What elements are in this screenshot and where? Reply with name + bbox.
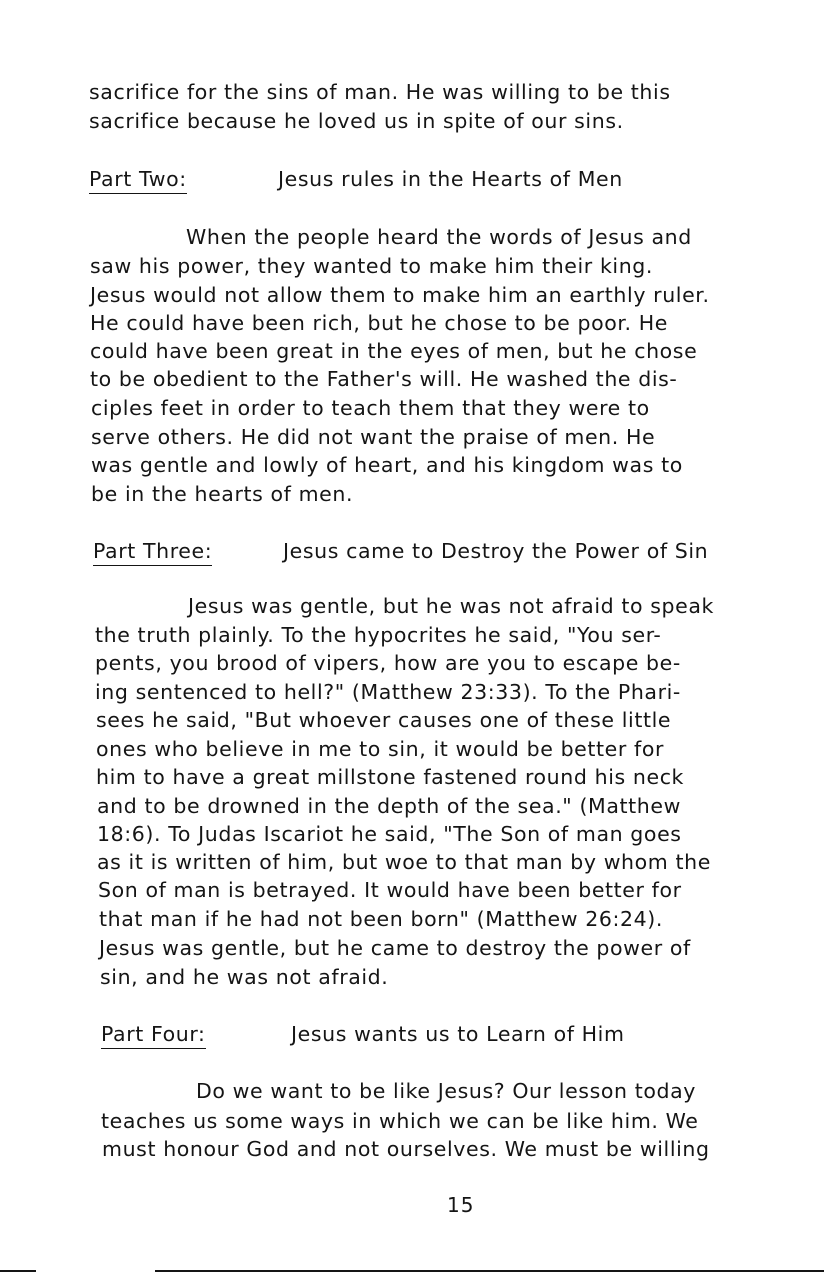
part-two-line-1: When the people heard the words of Jesus and	[186, 225, 692, 249]
part-two-line-7: ciples feet in order to teach them that they were to	[91, 396, 650, 420]
part-three-line-12: that man if he had not been born" (Matthew 26:24).	[99, 907, 664, 931]
part-two-line-5: could have been great in the eyes of men, but he chose	[90, 339, 698, 363]
part-two-line-2: saw his power, they wanted to make him their king.	[90, 254, 654, 278]
part-three-line-10: as it is written of him, but woe to that man by whom the	[97, 850, 711, 874]
part-three-line-6: ones who believe in me to sin, it would be better for	[96, 737, 665, 761]
part-two-line-8: serve others. He did not want the praise of men. He	[91, 425, 656, 449]
part-three-line-7: him to have a great millstone fastened round his neck	[96, 765, 685, 789]
part-two-line-10: be in the hearts of men.	[91, 482, 354, 506]
page-number: 15	[447, 1193, 475, 1217]
part-three-line-11: Son of man is betrayed. It would have been better for	[98, 878, 682, 902]
part-two-title: Jesus rules in the Hearts of Men	[278, 167, 623, 191]
bottom-rule-right	[155, 1270, 824, 1272]
part-four-title: Jesus wants us to Learn of Him	[291, 1022, 625, 1046]
intro-line-2: sacrifice because he loved us in spite of our sins.	[89, 109, 624, 133]
part-three-line-14: sin, and he was not afraid.	[100, 965, 389, 989]
part-three-line-5: sees he said, "But whoever causes one of these little	[96, 708, 672, 732]
part-two-line-3: Jesus would not allow them to make him an earthly ruler.	[90, 283, 710, 307]
part-four-line-2: teaches us some ways in which we can be like him. We	[101, 1109, 699, 1133]
intro-line-1: sacrifice for the sins of man. He was willing to be this	[89, 80, 671, 104]
part-four-heading	[101, 1021, 625, 1049]
bottom-rule-left	[0, 1270, 36, 1272]
part-three-heading	[93, 538, 709, 566]
part-two-line-9: was gentle and lowly of heart, and his kingdom was to	[91, 453, 683, 477]
part-three-line-8: and to be drowned in the depth of the sea." (Matthew	[97, 794, 681, 818]
part-four-line-3: must honour God and not ourselves. We must be willing	[102, 1137, 710, 1161]
part-three-title: Jesus came to Destroy the Power of Sin	[283, 539, 709, 563]
part-four-label: Part Four:	[101, 1021, 206, 1049]
part-three-line-2: the truth plainly. To the hypocrites he said, "You ser-	[95, 623, 662, 647]
part-two-line-4: He could have been rich, but he chose to be poor. He	[90, 311, 668, 335]
part-three-line-9: 18:6). To Judas Iscariot he said, "The Son of man goes	[97, 822, 682, 846]
part-three-line-3: pents, you brood of vipers, how are you to escape be-	[95, 651, 681, 675]
part-two-heading	[89, 166, 623, 194]
part-two-line-6: to be obedient to the Father's will. He washed the dis-	[90, 367, 678, 391]
part-three-line-4: ing sentenced to hell?" (Matthew 23:33). To the Phari-	[95, 680, 681, 704]
part-three-line-13: Jesus was gentle, but he came to destroy the power of	[99, 936, 691, 960]
part-three-line-1: Jesus was gentle, but he was not afraid to speak	[188, 594, 714, 618]
part-four-line-1: Do we want to be like Jesus? Our lesson today	[196, 1079, 697, 1103]
part-three-label: Part Three:	[93, 538, 212, 566]
part-two-label: Part Two:	[89, 166, 187, 194]
